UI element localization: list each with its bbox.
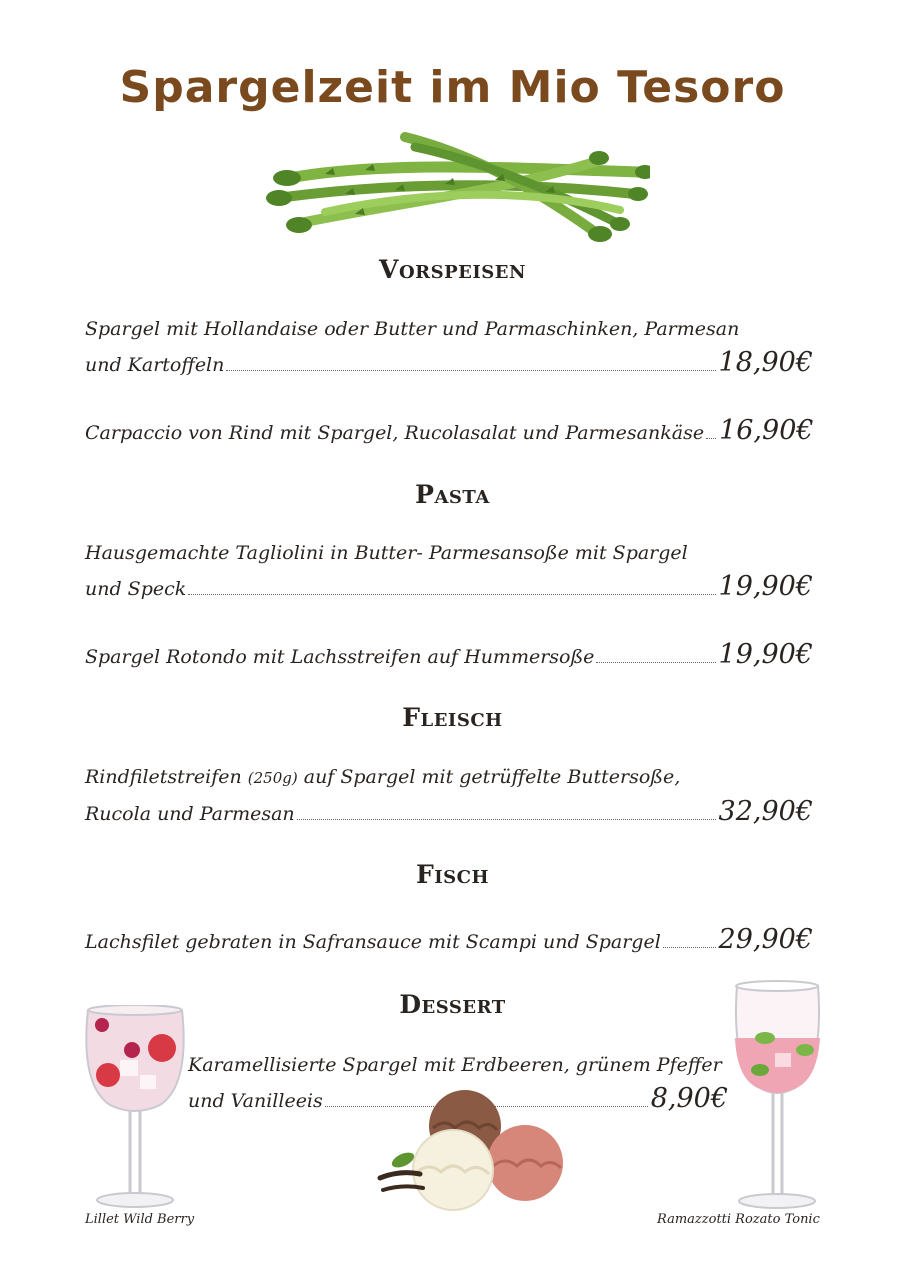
ice-cream-image [375, 1088, 570, 1213]
dish-item [85, 638, 813, 674]
dot-leader [596, 662, 715, 663]
dish-description: und Kartoffeln [85, 354, 225, 376]
section-heading-pasta: Pasta [415, 480, 490, 509]
drink-caption-right: Ramazzotti Rozato Tonic [657, 1212, 820, 1227]
dot-leader [663, 947, 716, 948]
dish-description: Lachsfilet gebraten in Safransauce mit Scampi und Spargel [85, 931, 661, 953]
dot-leader [297, 819, 716, 820]
dish-description: Carpaccio von Rind mit Spargel, Rucolasalat und Parmesankäse [85, 422, 705, 444]
dot-leader [706, 438, 716, 439]
dish-price: 16,90€ [719, 415, 814, 446]
dish-description: Hausgemachte Tagliolini in Butter- Parmesansoße mit Spargel [85, 542, 688, 564]
dish-item [85, 923, 813, 959]
dish-description: und Vanilleeis [188, 1090, 323, 1112]
section-heading-vorspeisen: Vorspeisen [379, 255, 526, 284]
section-heading-dessert: Dessert [399, 990, 506, 1019]
drink-caption-left: Lillet Wild Berry [85, 1212, 195, 1227]
dish-price: 8,90€ [650, 1083, 728, 1114]
dish-price: 32,90€ [718, 796, 813, 827]
dish-price: 19,90€ [718, 639, 813, 670]
dish-price: 19,90€ [718, 571, 813, 602]
dish-description: Spargel mit Hollandaise oder Butter und Parmaschinken, Parmesan [85, 318, 740, 340]
dish-description: Rucola und Parmesan [85, 803, 295, 825]
cocktail-glass-left-image [80, 1005, 190, 1210]
dish-item [85, 537, 813, 606]
cocktail-glass-right-image [725, 978, 830, 1210]
dish-description: Spargel Rotondo mit Lachsstreifen auf Hummersoße [85, 646, 595, 668]
asparagus-illustration [265, 122, 650, 252]
dot-leader [226, 370, 715, 371]
section-heading-fleisch: Fleisch [402, 703, 503, 732]
dish-item [85, 414, 813, 450]
dish-item [85, 761, 813, 831]
section-heading-fisch: Fisch [415, 860, 489, 889]
menu-title: Spargelzeit im Mio Tesoro [119, 62, 786, 113]
dish-weight: (250g) [247, 769, 298, 787]
dish-item [85, 313, 813, 382]
dish-description: Rindfiletstreifen [85, 766, 248, 788]
dish-description: und Speck [85, 578, 187, 600]
dish-description: Karamellisierte Spargel mit Erdbeeren, grünem Pfeffer [188, 1054, 722, 1076]
dish-price: 18,90€ [718, 347, 813, 378]
dish-description: auf Spargel mit getrüffelte Buttersoße, [297, 766, 681, 788]
dish-price: 29,90€ [718, 924, 813, 955]
dot-leader [188, 594, 715, 595]
